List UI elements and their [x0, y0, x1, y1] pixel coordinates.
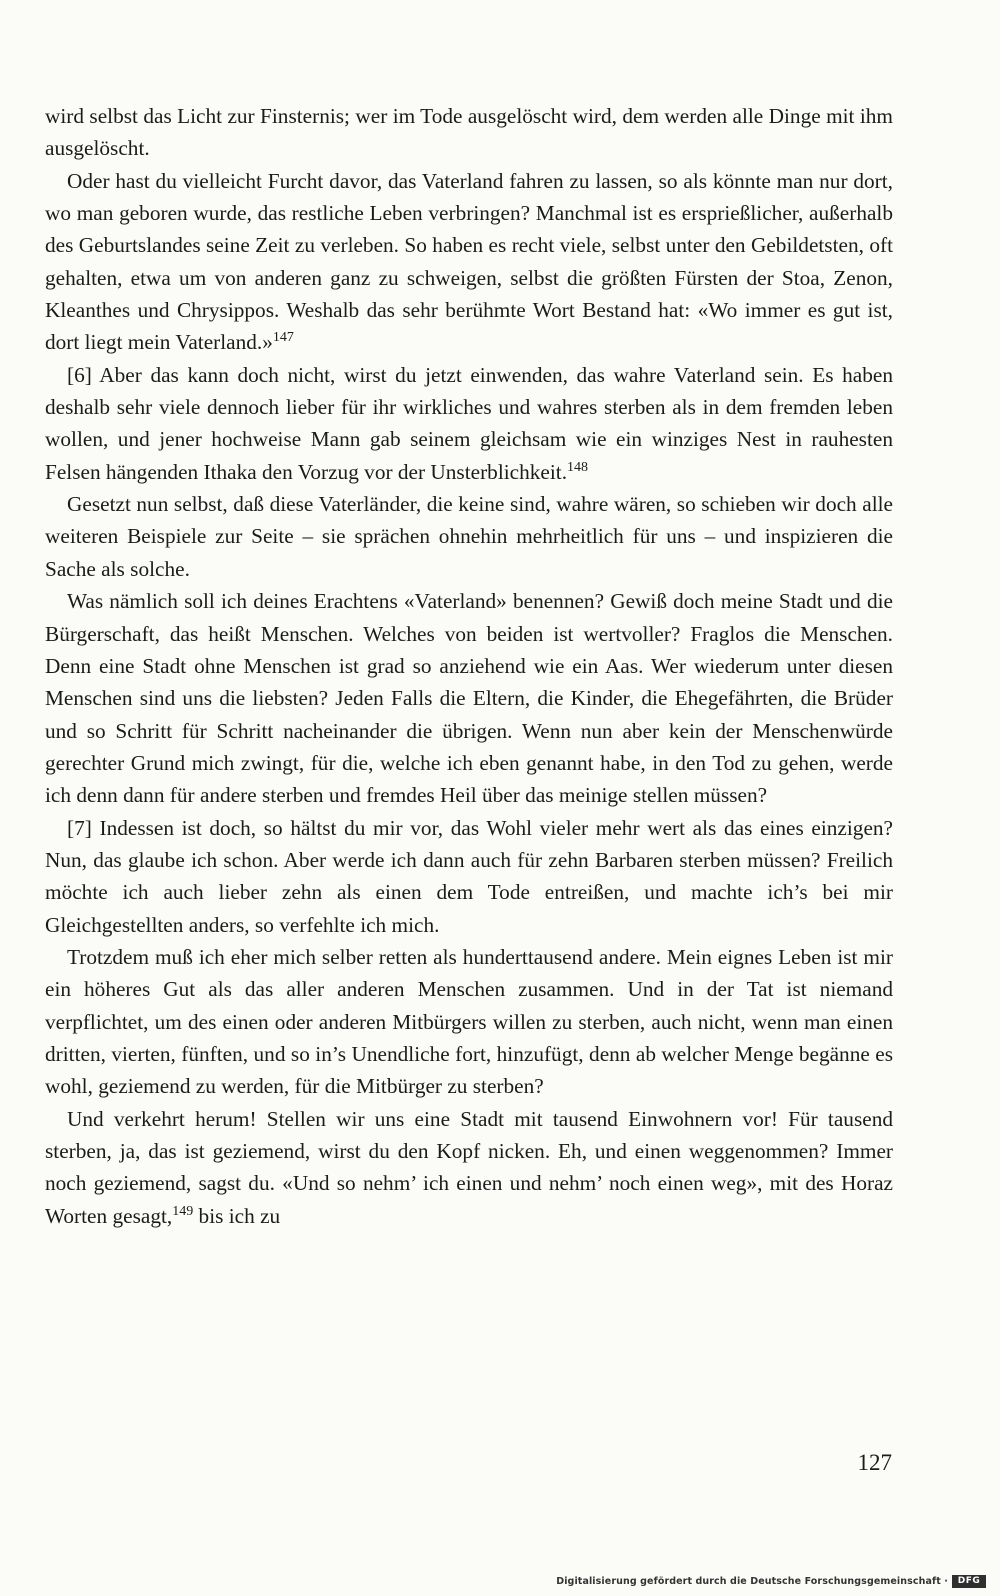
- paragraph-text-tail: bis ich zu: [193, 1203, 281, 1228]
- paragraph-text: [7] Indessen ist doch, so hältst du mir vor, das Wohl vieler mehr wert als das eines einzigen? Nun, das glaube ich schon. Aber werde ich dann auch für zehn Barbaren sterben müssen? Freilich möchte ich auch lieber zehn als einen dem Tode entreißen, und machte ich’s bei mir Gleichgestellten anders, so verfehlte ich mich.: [45, 815, 893, 937]
- paragraph-text: Trotzdem muß ich eher mich selber retten als hunderttausend andere. Mein eignes Leben ist mir ein höheres Gut als das aller anderen Menschen zusammen. Und in der Tat ist niemand verpflichtet, um des einen oder anderen Mitbürgers willen zu sterben, auch nicht, wenn man einen dritten, vierten, fünften, und so in’s Unendliche fort, hinzufügt, denn ab welcher Menge begänne es wohl, geziemend zu werden, für die Mitbürger zu sterben?: [45, 944, 893, 1099]
- paragraph-3: [45, 359, 893, 488]
- paragraph-text: wird selbst das Licht zur Finsternis; wer im Tode ausgelöscht wird, dem werden alle Dinge mit ihm ausgelöscht.: [45, 104, 893, 161]
- footnote-marker[interactable]: 147: [272, 330, 294, 346]
- paragraph-2: [45, 165, 893, 359]
- paragraph-7: [45, 941, 893, 1103]
- paragraph-text: Was nämlich soll ich deines Erachtens «Vaterland» benennen? Gewiß doch meine Stadt und die Bürgerschaft, das heißt Menschen. Welches von beiden ist wertvoller? Fraglos die Menschen. Denn eine Stadt ohne Menschen ist grad so anziehend wie ein Aas. Wer wiederum unter diesen Menschen sind uns die liebsten? Jeden Falls die Eltern, die Kinder, die Ehegefährten, die Brüder und so Schritt für Schritt nacheinander die übrigen. Wenn nun aber kein der Menschenwürde gerechter Grund mich zwingt, für die, welche ich eben genannt habe, in den Tod zu gehen, werde ich denn dann für andere sterben und fremdes Heil über das meinige stellen müssen?: [45, 589, 893, 808]
- footnote-marker[interactable]: 148: [567, 459, 589, 475]
- paragraph-6: [45, 812, 893, 941]
- page-number: 127: [857, 1450, 892, 1475]
- digitization-credit: Digitalisierung gefördert durch die Deutsche Forschungsgemeinschaft ·: [556, 1576, 948, 1587]
- paragraph-8: [45, 1103, 893, 1232]
- paragraph-1: [45, 100, 893, 165]
- body-text: [45, 100, 893, 1232]
- footnote-marker[interactable]: 149: [172, 1203, 194, 1219]
- paragraph-text: Oder hast du vielleicht Furcht davor, das Vaterland fahren zu lassen, so als könnte man nur dort, wo man geboren wurde, das restliche Leben verbringen? Manchmal ist es ersprießlicher, außerhalb des Geburtslandes seine Zeit zu verleben. So haben es recht viele, selbst unter den Gebildetsten, oft gehalten, etwa um von anderen ganz zu schweigen, selbst die größten Fürsten der Stoa, Zenon, Kleanthes und Chrysippos. Weshalb das sehr berühmte Wort Bestand hat: «Wo immer es gut ist, dort liegt mein Vaterland.»: [45, 168, 893, 355]
- dfg-logo-icon: DFG: [952, 1575, 986, 1588]
- paragraph-text: Gesetzt nun selbst, daß diese Vaterländer, die keine sind, wahre wären, so schieben wir doch alle weiteren Beispiele zur Seite – sie sprächen ohnehin mehrheitlich für uns – und inspizieren die Sache als solche.: [45, 492, 893, 581]
- paragraph-text: [6] Aber das kann doch nicht, wirst du jetzt einwenden, das wahre Vaterland sein. Es haben deshalb sehr viele dennoch lieber für ihr wirkliches und wahres sterben als in dem fremden leben wollen, und jener hochweise Mann gab seinem gleichsam wie ein winziges Nest in rauhesten Felsen hängenden Ithaka den Vorzug vor der Unsterblichkeit.: [45, 362, 893, 484]
- paragraph-5: [45, 585, 893, 811]
- paragraph-text: Und verkehrt herum! Stellen wir uns eine Stadt mit tausend Einwohnern vor! Für tausend sterben, ja, das ist geziemend, wirst du den Kopf nicken. Eh, und einen weggenommen? Immer noch geziemend, sagst du. «Und so nehm’ ich einen und nehm’ noch einen weg», mit des Horaz Worten gesagt,: [45, 1106, 893, 1228]
- paragraph-4: [45, 488, 893, 585]
